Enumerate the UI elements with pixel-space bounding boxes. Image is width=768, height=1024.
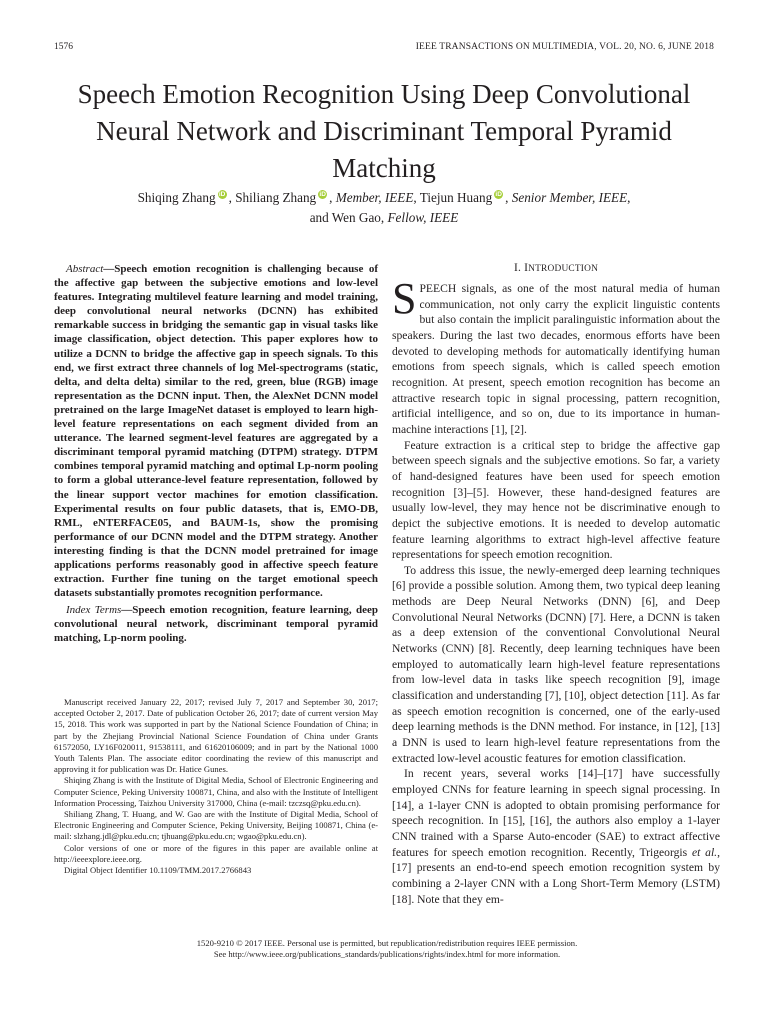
copyright-line: 1520-9210 © 2017 IEEE. Personal use is permitted, but republication/redistribution requires IEEE permission. [196, 938, 578, 948]
first-page-footnote [54, 697, 378, 876]
author-name: Wen Gao [331, 209, 381, 225]
orcid-icon[interactable]: iD [319, 191, 326, 198]
author-role: Senior Member, IEEE [511, 190, 628, 205]
author-name: Shiqing Zhang [137, 190, 216, 205]
separator: , [329, 190, 336, 205]
separator: , [380, 209, 388, 225]
author-role: Member, IEEE [335, 190, 414, 205]
lead-word: PEECH [419, 282, 457, 295]
footnote-manuscript: Manuscript received January 22, 2017; revised July 7, 2017 and September 30, 2017; accepted October 2, 2017. Date of publication October 26, 2017; date of current version May 15, 2018. This work was supported in part by the National Science Foundation of China; in part by the Zhejiang Provincial National Science Foundation of China under Grants 61572050, LY16F020011, 91538111, and 61620106009; and in part by the National 1000 Youth Talents Plan. The associate editor coordinating the review of this manuscript and approving it for publication was Dr. Hatice Gunes. [54, 697, 378, 775]
emphasis: et al. [691, 845, 718, 859]
author-role: Fellow, IEEE [387, 209, 459, 225]
index-terms [54, 603, 378, 645]
copyright-notice [54, 938, 720, 960]
index-terms-label: Index Terms [66, 604, 122, 616]
orcid-icon[interactable]: iD [495, 191, 502, 198]
paragraph-text: signals, as one of the most natural media of human communication, not only carry the explicit linguistic contents but also contain the implicit paralinguistic information about the speakers. During the last two decades, enormous efforts have been devoted to developing methods for automatically identifying human emotions from speech signals, which is called speech emotion recognition. At present, speech emotion recognition has become an attractive research topic in signal processing, pattern recognition, artificial intelligence, and so on, due to its importance in human-machine interactions [1], [2]. [392, 282, 720, 436]
section-initial: I [524, 262, 529, 274]
footnote-color: Color versions of one or more of the figures in this paper are available online at http://ieeexplore.ieee.org. [54, 842, 378, 864]
author-prefix: and [309, 209, 332, 225]
index-terms-text: —Speech emotion recognition, feature learning, deep convolutional neural network, discriminant temporal pyramid matching, Lp-norm pooling. [54, 604, 378, 645]
footnote-affiliation: Shiliang Zhang, T. Huang, and W. Gao are with the Institute of Digital Media, School of Electronic Engineering and Computer Science, Peking University, Beijing 100871, China (e-mail: slzhang.jdl@pku.edu.cn; tjhuang@pku.edu.cn; wgao@pku.edu.cn). [54, 809, 378, 842]
paragraph: Feature extraction is a critical step to bridge the affective gap between speech signals and the subjective emotions. So far, a variety of hand-designed features have been used for speech emotion recognition [3]–[5]. However, these hand-designed features are usually low-level, they may hence not be discriminative enough to depict the subjective emotions. It is needed to develop automatic feature learning algorithms to extract high-level affective feature representations for speech emotion recognition. [392, 438, 720, 562]
separator: , [228, 190, 236, 205]
paragraph [392, 274, 720, 438]
rights-link-line: See http://www.ieee.org/publications_standards/publications/rights/index.html for more information. [213, 949, 561, 959]
separator: , [413, 190, 420, 205]
section-heading [392, 262, 720, 274]
author-name: Shiliang Zhang [235, 190, 317, 205]
author-block [70, 188, 698, 227]
abstract-label: Abstract [66, 263, 104, 275]
body-text [392, 274, 720, 907]
paragraph-text: In recent years, several works [14]–[17] have successfully employed CNNs for feature learning in speech signal processing. In [14], a 1-layer CNN is adopted to obtain promising performance for speech recognition. In [15], [16], the authors also employ a 1-layer CNN trained with a Sparse Auto-encoder (SAE) to extract affective features for speech emotion recognition. Recently, Trigeorgis [392, 767, 720, 859]
section-rest: NTRODUCTION [528, 264, 599, 274]
paragraph-text: , [17] presents an end-to-end speech emotion recognition system by combining a 2-layer CNN with a Long Short-Term Memory (LSTM) [18]. Note that they em- [392, 845, 720, 906]
separator: , [505, 190, 512, 205]
separator: , [627, 190, 631, 205]
drop-cap: S [392, 274, 417, 323]
orcid-icon[interactable]: iD [218, 191, 226, 198]
section-numeral: I. [513, 262, 525, 274]
running-head: IEEE TRANSACTIONS ON MULTIMEDIA, VOL. 20, NO. 6, JUNE 2018 [415, 42, 714, 52]
paragraph [392, 766, 720, 907]
paragraph: To address this issue, the newly-emerged deep learning techniques [6] provide a possible solution. Among them, two typical deep leaning methods are Deep Neural Networks (DNN) [6], and Deep Convolutional Neural Networks (DCNN) [7]. Here, a DCNN is taken as a deep extension of the conventional Convolutional Neural Networks (CNN) [8]. Recently, deep learning techniques have been employed to automatically learn high-level feature representations from low-level data in tasks like speech recognition [9], image classification and understanding [7], [10], object detection [11]. As far as speech emotion recognition is concerned, one of the early-used deep learning methods is the DNN method. For instance, in [12], [13] a DNN is used to learn high-level feature representations from the extracted low-level acoustic features for emotion classification. [392, 563, 720, 765]
author-name: Tiejun Huang [419, 190, 493, 205]
abstract [54, 262, 378, 600]
footnote-affiliation: Shiqing Zhang is with the Institute of Digital Media, School of Electronic Engineering and Computer Science, Peking University 100871, China, and also with the Institute of Intelligent Information Processing, Taizhou University 317000, China (e-mail: tzczsq@pku.edu.cn). [54, 775, 378, 808]
abstract-text: —Speech emotion recognition is challenging because of the affective gap between the subjective emotions and low-level features. Integrating multilevel feature learning and model training, deep convolutional neural networks (DCNN) has exhibited remarkable success in bridging the semantic gap in visual tasks like image classification, object detection. This paper explores how to utilize a DCNN to bridge the affective gap in speech signals. To this end, we first extract three channels of log Mel-spectrograms (static, delta, and delta delta) similar to the red, green, blue (RGB) image representation as the DCNN input. Then, the AlexNet DCNN model pretrained on the large ImageNet dataset is employed to learn high-level feature representations on each segment divided from an utterance. The learned segment-level features are aggregated by a discriminant temporal pyramid matching (DTPM) strategy. DTPM combines temporal pyramid matching and optimal Lp-norm pooling to form a global utterance-level feature representation, followed by the linear support vector machines for emotion classification. Experimental results on four public datasets, that is, EMO-DB, RML, eNTERFACE05, and BAUM-1s, show the promising performance of our DCNN model and the DTPM strategy. Another interesting finding is that the DCNN model pretrained for image applications performs reasonably good in affective speech feature extraction. Further fine tuning on the target emotional speech datasets substantially promotes recognition performance. [54, 263, 378, 600]
paper-title: Speech Emotion Recognition Using Deep Convolutional Neural Network and Discriminant Temporal Pyramid Matching [77, 79, 691, 183]
page-number: 1576 [54, 42, 73, 52]
footnote-doi: Digital Object Identifier 10.1109/TMM.2017.2766843 [64, 865, 252, 876]
